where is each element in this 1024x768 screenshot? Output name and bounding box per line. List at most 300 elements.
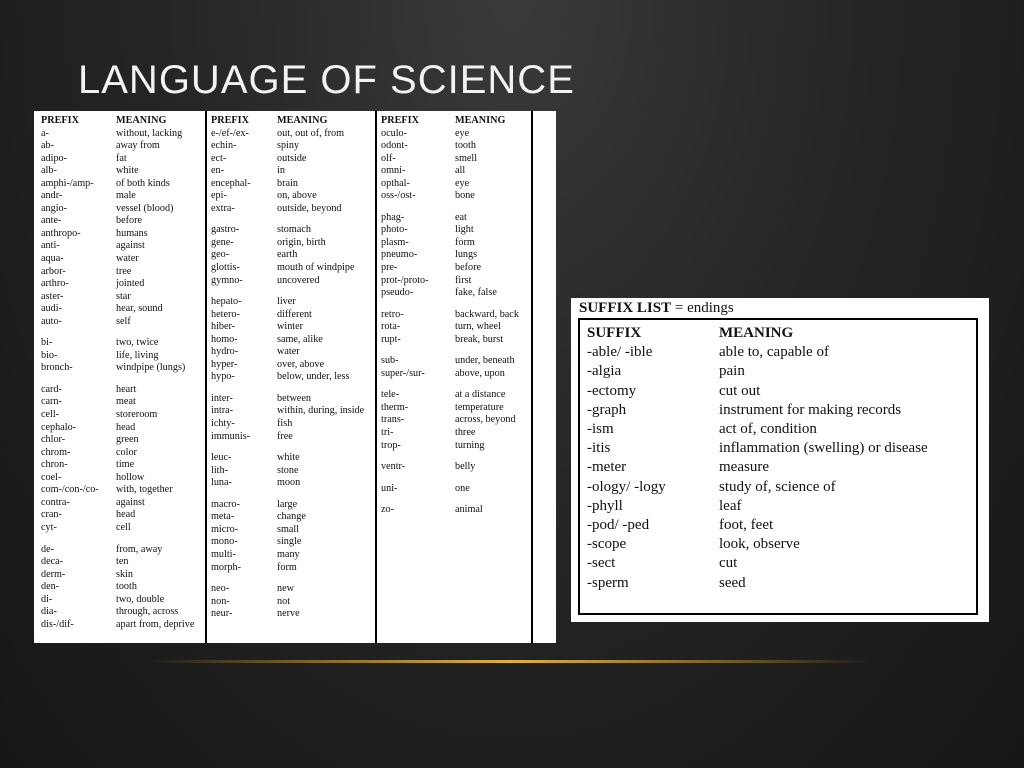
suffix-term: -ectomy [587, 382, 637, 399]
prefix-row [41, 396, 206, 409]
prefix-row [211, 153, 377, 166]
prefix-meaning: spiny [277, 140, 300, 152]
prefix-row [211, 536, 377, 549]
prefix-term: audi- [41, 303, 62, 315]
prefix-row [381, 440, 531, 453]
prefix-row [211, 608, 377, 621]
prefix-term: pseudo- [381, 287, 414, 299]
prefix-column-2 [211, 115, 377, 643]
prefix-term: zo- [381, 504, 395, 516]
prefix-meaning: time [116, 459, 135, 471]
prefix-meaning: outside [277, 152, 307, 164]
prefix-meaning: below, under, less [277, 371, 350, 383]
prefix-term: micro- [211, 523, 239, 535]
prefix-row [41, 240, 206, 253]
suffix-term: -phyll [587, 497, 623, 514]
prefix-term: dis-/dif- [41, 618, 74, 630]
prefix-row [211, 359, 377, 372]
prefix-row [41, 497, 206, 510]
prefix-row [41, 522, 206, 535]
prefix-row [211, 262, 377, 275]
prefix-term: plasm- [381, 236, 409, 248]
prefix-term: bi- [41, 337, 53, 349]
suffix-term: -scope [587, 536, 627, 553]
prefix-term: chlor- [41, 434, 66, 446]
prefix-row [211, 203, 377, 216]
prefix-row [41, 619, 206, 632]
prefix-term: olf- [381, 152, 396, 164]
prefix-row [381, 178, 531, 191]
suffix-row [580, 420, 976, 439]
prefix-meaning: liver [277, 296, 296, 308]
prefix-term: arthro- [41, 278, 69, 290]
suffix-row [580, 362, 976, 381]
suffix-meaning: cut [719, 555, 738, 572]
suffix-term: -sect [587, 555, 616, 572]
prefix-term: hypo- [211, 371, 235, 383]
prefix-header: PREFIX [41, 115, 79, 126]
prefix-meaning: eye [455, 177, 470, 189]
suffix-list-panel [571, 298, 989, 622]
prefix-term: card- [41, 383, 62, 395]
prefix-term: photo- [381, 224, 408, 236]
prefix-row [381, 212, 531, 225]
prefix-term: opthal- [381, 177, 410, 189]
suffix-term: -sperm [587, 574, 629, 591]
suffix-table [578, 318, 978, 615]
prefix-table [34, 111, 556, 643]
prefix-term: rupt- [381, 333, 401, 345]
prefix-row [41, 278, 206, 291]
prefix-table-header [41, 115, 206, 128]
prefix-meaning: smell [455, 152, 478, 164]
prefix-term: omni- [381, 165, 406, 177]
prefix-term: multi- [211, 548, 236, 560]
prefix-meaning: storeroom [116, 409, 158, 421]
prefix-term: trop- [381, 439, 401, 451]
prefix-term: non- [211, 595, 230, 607]
prefix-row [211, 393, 377, 406]
prefix-meaning: turn, wheel [455, 321, 501, 333]
suffix-row [580, 535, 976, 554]
prefix-row [211, 477, 377, 490]
group-spacer [381, 203, 531, 212]
meaning-header: MEANING [277, 115, 328, 126]
group-spacer [211, 215, 377, 224]
prefix-term: hetero- [211, 308, 240, 320]
prefix-row [211, 309, 377, 322]
suffix-row [580, 516, 976, 535]
prefix-row [211, 190, 377, 203]
group-spacer [211, 490, 377, 499]
prefix-meaning: animal [455, 504, 483, 516]
prefix-meaning: eat [455, 211, 467, 223]
prefix-row [41, 447, 206, 460]
prefix-row [211, 583, 377, 596]
prefix-row [211, 562, 377, 575]
prefix-meaning: against [116, 496, 145, 508]
prefix-term: phag- [381, 211, 405, 223]
prefix-row [381, 309, 531, 322]
suffix-term: -meter [587, 459, 627, 476]
prefix-meaning: large [277, 498, 298, 510]
suffix-meaning: measure [719, 459, 769, 476]
suffix-row [580, 439, 976, 458]
prefix-term: homo- [211, 333, 238, 345]
suffix-row [580, 458, 976, 477]
prefix-meaning: backward, back [455, 308, 519, 320]
prefix-term: aster- [41, 290, 64, 302]
suffix-table-header [580, 324, 976, 343]
suffix-list-title [579, 300, 734, 317]
prefix-term: geo- [211, 249, 230, 261]
prefix-meaning: many [277, 548, 300, 560]
prefix-row [211, 140, 377, 153]
prefix-row [41, 459, 206, 472]
prefix-row [41, 556, 206, 569]
prefix-meaning: fish [277, 418, 293, 430]
prefix-meaning: head [116, 421, 136, 433]
prefix-term: macro- [211, 498, 240, 510]
prefix-meaning: two, double [116, 593, 165, 605]
prefix-meaning: bone [455, 190, 475, 202]
suffix-meaning: leaf [719, 497, 742, 514]
prefix-term: ect- [211, 152, 227, 164]
prefix-meaning: without, lacking [116, 127, 183, 139]
prefix-term: neo- [211, 583, 230, 595]
group-spacer [381, 452, 531, 461]
prefix-term: extra- [211, 202, 235, 214]
prefix-row [41, 484, 206, 497]
prefix-row [41, 569, 206, 582]
suffix-row [580, 574, 976, 593]
prefix-term: alb- [41, 165, 57, 177]
prefix-meaning: in [277, 165, 285, 177]
prefix-term: ante- [41, 215, 62, 227]
prefix-term: chrom- [41, 446, 71, 458]
prefix-row [41, 337, 206, 350]
suffix-meaning: pain [719, 363, 745, 380]
prefix-row [381, 504, 531, 517]
decorative-glow-line [150, 660, 870, 663]
prefix-meaning: same, alike [277, 333, 323, 345]
suffix-header: SUFFIX [587, 325, 642, 341]
prefix-row [381, 275, 531, 288]
prefix-term: uni- [381, 482, 398, 494]
prefix-term: pre- [381, 262, 398, 274]
prefix-row [41, 215, 206, 228]
suffix-list-title-bold: SUFFIX LIST [579, 300, 672, 316]
prefix-row [211, 418, 377, 431]
prefix-term: rota- [381, 321, 401, 333]
prefix-row [211, 524, 377, 537]
group-spacer [211, 443, 377, 452]
prefix-meaning: winter [277, 321, 304, 333]
prefix-row [381, 334, 531, 347]
prefix-term: auto- [41, 315, 62, 327]
prefix-meaning: over, above [277, 358, 325, 370]
prefix-meaning: life, living [116, 349, 159, 361]
column-divider [531, 111, 533, 643]
prefix-row [211, 165, 377, 178]
prefix-meaning: new [277, 583, 294, 595]
prefix-meaning: out, out of, from [277, 127, 345, 139]
prefix-row [41, 291, 206, 304]
prefix-meaning: stomach [277, 224, 311, 236]
prefix-meaning: between [277, 392, 311, 404]
prefix-column-3 [381, 115, 531, 643]
meaning-header: MEANING [719, 325, 794, 341]
prefix-meaning: two, twice [116, 337, 159, 349]
prefix-term: di- [41, 593, 53, 605]
prefix-term: cyt- [41, 521, 57, 533]
prefix-term: encephal- [211, 177, 251, 189]
group-spacer [381, 495, 531, 504]
prefix-term: glottis- [211, 262, 240, 274]
prefix-meaning: cell [116, 521, 131, 533]
prefix-meaning: hear, sound [116, 303, 163, 315]
suffix-row [580, 382, 976, 401]
suffix-row [580, 478, 976, 497]
prefix-meaning: white [277, 452, 300, 464]
prefix-row [41, 303, 206, 316]
prefix-term: ab- [41, 140, 55, 152]
prefix-term: meta- [211, 511, 235, 523]
prefix-term: tri- [381, 427, 394, 439]
prefix-row [381, 402, 531, 415]
suffix-term: -pod/ -ped [587, 517, 650, 534]
group-spacer [381, 346, 531, 355]
prefix-term: echin- [211, 140, 237, 152]
prefix-meaning: not [277, 595, 291, 607]
prefix-term: sub- [381, 355, 399, 367]
prefix-term: bio- [41, 349, 58, 361]
suffix-term: -graph [587, 401, 627, 418]
prefix-meaning: above, upon [455, 367, 505, 379]
prefix-row [211, 224, 377, 237]
prefix-row [381, 321, 531, 334]
prefix-term: mono- [211, 536, 238, 548]
prefix-row [211, 596, 377, 609]
prefix-row [211, 465, 377, 478]
prefix-meaning: one [455, 482, 470, 494]
prefix-meaning: change [277, 511, 306, 523]
prefix-term: prot-/proto- [381, 274, 429, 286]
prefix-term: de- [41, 543, 55, 555]
prefix-meaning: vessel (blood) [116, 202, 174, 214]
prefix-row [211, 128, 377, 141]
prefix-row [211, 321, 377, 334]
prefix-row [211, 334, 377, 347]
prefix-term: super-/sur- [381, 367, 425, 379]
prefix-meaning: hollow [116, 471, 145, 483]
prefix-term: inter- [211, 392, 233, 404]
prefix-meaning: before [455, 262, 482, 274]
prefix-meaning: earth [277, 249, 298, 261]
prefix-row [211, 452, 377, 465]
prefix-meaning: color [116, 446, 137, 458]
prefix-meaning: from, away [116, 543, 163, 555]
prefix-term: trans- [381, 414, 405, 426]
group-spacer [381, 474, 531, 483]
prefix-term: immunis- [211, 430, 251, 442]
prefix-term: hydro- [211, 346, 239, 358]
prefix-row [381, 190, 531, 203]
prefix-row [41, 581, 206, 594]
prefix-meaning: lungs [455, 249, 478, 261]
prefix-row [41, 350, 206, 363]
prefix-meaning: form [277, 561, 297, 573]
prefix-term: derm- [41, 568, 66, 580]
prefix-row [381, 287, 531, 300]
prefix-row [41, 128, 206, 141]
prefix-term: amphi-/amp- [41, 177, 94, 189]
prefix-meaning: tooth [116, 581, 137, 593]
prefix-meaning: uncovered [277, 274, 320, 286]
prefix-row [381, 237, 531, 250]
suffix-term: -ology/ -logy [587, 478, 666, 495]
prefix-meaning: small [277, 523, 300, 535]
prefix-row [211, 275, 377, 288]
prefix-term: aqua- [41, 253, 64, 265]
prefix-row [211, 249, 377, 262]
prefix-meaning: brain [277, 177, 298, 189]
suffix-term: -itis [587, 440, 611, 457]
prefix-meaning: fake, false [455, 287, 497, 299]
prefix-term: neur- [211, 608, 233, 620]
group-spacer [211, 384, 377, 393]
prefix-meaning: head [116, 509, 136, 521]
prefix-row [211, 346, 377, 359]
prefix-row [381, 483, 531, 496]
prefix-row [41, 228, 206, 241]
prefix-row [381, 165, 531, 178]
prefix-row [41, 153, 206, 166]
prefix-term: den- [41, 581, 60, 593]
prefix-term: carn- [41, 396, 62, 408]
prefix-term: arbor- [41, 265, 66, 277]
prefix-meaning: origin, birth [277, 236, 326, 248]
prefix-term: coel- [41, 471, 62, 483]
prefix-row [211, 178, 377, 191]
prefix-meaning: apart from, deprive [116, 618, 195, 630]
prefix-term: therm- [381, 401, 409, 413]
prefix-term: anthropo- [41, 227, 81, 239]
prefix-row [41, 434, 206, 447]
prefix-row [381, 262, 531, 275]
prefix-row [41, 422, 206, 435]
prefix-row [381, 128, 531, 141]
prefix-row [381, 249, 531, 262]
prefix-row [211, 405, 377, 418]
prefix-row [41, 384, 206, 397]
prefix-row [211, 549, 377, 562]
prefix-meaning: water [116, 253, 139, 265]
suffix-term: -ism [587, 421, 614, 438]
prefix-meaning: through, across [116, 606, 179, 618]
suffix-meaning: instrument for making records [719, 401, 902, 418]
prefix-meaning: white [116, 165, 139, 177]
prefix-meaning: humans [116, 227, 148, 239]
prefix-row [41, 594, 206, 607]
prefix-term: angio- [41, 202, 68, 214]
prefix-row [211, 371, 377, 384]
prefix-table-header [211, 115, 377, 128]
prefix-term: gymno- [211, 274, 243, 286]
prefix-meaning: ten [116, 556, 129, 568]
prefix-row [41, 190, 206, 203]
prefix-row [381, 355, 531, 368]
prefix-meaning: light [455, 224, 474, 236]
prefix-meaning: green [116, 434, 139, 446]
prefix-term: leuc- [211, 452, 232, 464]
suffix-meaning: cut out [719, 382, 761, 399]
suffix-meaning: able to, capable of [719, 344, 829, 361]
prefix-row [41, 203, 206, 216]
prefix-term: ichty- [211, 418, 235, 430]
prefix-meaning: mouth of windpipe [277, 262, 355, 274]
prefix-term: lith- [211, 464, 228, 476]
prefix-row [211, 499, 377, 512]
prefix-term: pneumo- [381, 249, 418, 261]
prefix-meaning: meat [116, 396, 136, 408]
group-spacer [211, 574, 377, 583]
prefix-row [211, 431, 377, 444]
prefix-term: anti- [41, 240, 60, 252]
prefix-row [41, 165, 206, 178]
prefix-meaning: windpipe (lungs) [116, 362, 186, 374]
prefix-term: hepato- [211, 296, 242, 308]
group-spacer [381, 380, 531, 389]
prefix-meaning: before [116, 215, 143, 227]
prefix-meaning: temperature [455, 401, 504, 413]
prefix-term: dia- [41, 606, 57, 618]
prefix-meaning: heart [116, 383, 137, 395]
prefix-meaning: tooth [455, 140, 476, 152]
suffix-meaning: look, observe [719, 536, 800, 553]
prefix-row [381, 427, 531, 440]
prefix-term: chron- [41, 459, 68, 471]
prefix-meaning: away from [116, 140, 160, 152]
suffix-row [580, 497, 976, 516]
prefix-term: intra- [211, 405, 234, 417]
prefix-column-1 [41, 115, 206, 643]
meaning-header: MEANING [455, 115, 506, 126]
suffix-meaning: act of, condition [719, 421, 817, 438]
prefix-term: morph- [211, 561, 241, 573]
prefix-meaning: with, together [116, 484, 173, 496]
prefix-meaning: stone [277, 464, 299, 476]
prefix-row [41, 253, 206, 266]
prefix-row [41, 409, 206, 422]
prefix-term: cephalo- [41, 421, 77, 433]
prefix-term: hiber- [211, 321, 236, 333]
prefix-term: cran- [41, 509, 62, 521]
prefix-meaning: all [455, 165, 466, 177]
group-spacer [41, 535, 206, 544]
prefix-term: ventr- [381, 461, 406, 473]
prefix-meaning: three [455, 427, 476, 439]
prefix-meaning: jointed [116, 278, 145, 290]
prefix-row [41, 140, 206, 153]
prefix-row [211, 511, 377, 524]
prefix-row [41, 178, 206, 191]
prefix-row [381, 461, 531, 474]
prefix-row [381, 368, 531, 381]
prefix-row [41, 472, 206, 485]
prefix-row [41, 316, 206, 329]
prefix-term: retro- [381, 308, 404, 320]
